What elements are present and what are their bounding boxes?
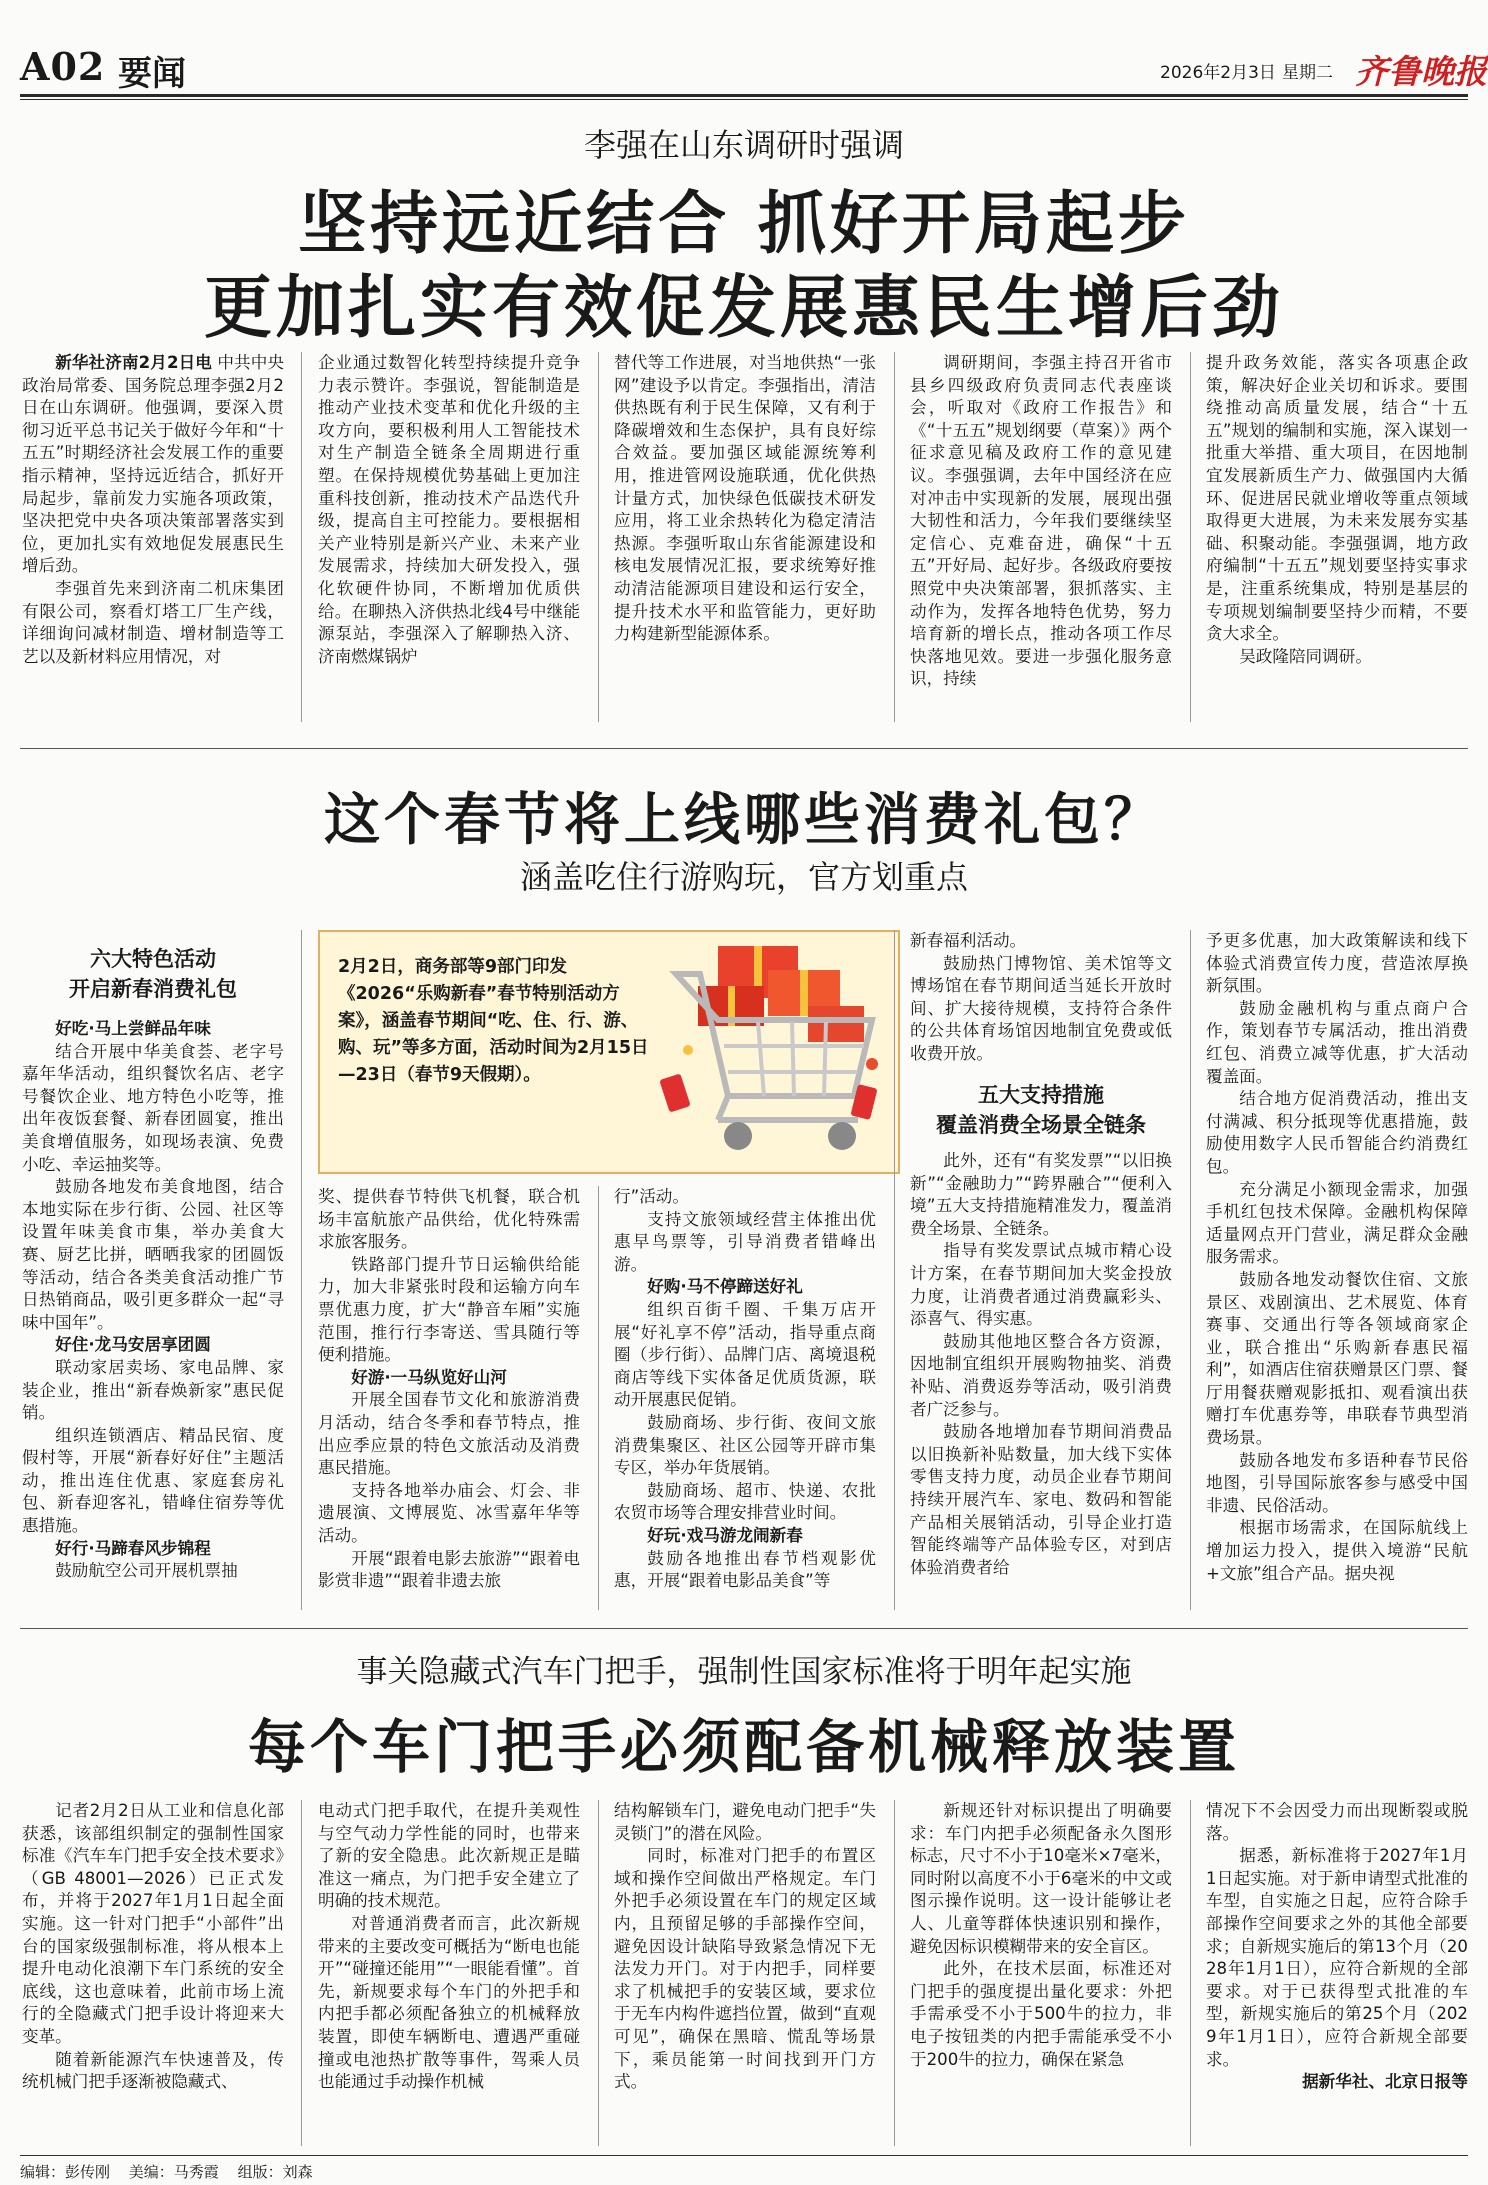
paragraph: 鼓励商场、步行街、夜间文旅消费集聚区、社区公园等开辟市集专区，举办年货展销。 [614, 1412, 876, 1478]
reporter-credit: 吴政隆陪同调研。 [1239, 646, 1372, 666]
paragraph: 结合开展中华美食荟、老字号嘉年华活动，组织餐饮名店、老字号餐饮企业、地方特色小吃等，推出年夜饭套餐、新春团圆宴，推出美食增值服务，如现场表演、免费小吃、幸运抽奖等。 [22, 1041, 284, 1174]
paragraph: 企业通过数智化转型持续提升竞争力表示赞许。李强说，智能制造是推动产业技术变革和优化升级的主攻方向，要积极利用人工智能技术对生产制造全链条全周期进行重塑。在保持规模优势基础上更加注重科技创新，推动技术产品迭代升级，提高自主可控能力。要根据相关产业特别是新兴产业、未来产业发展需求，持续加大研发投入，强化软硬件协同，不断增加优质供给。在聊热入济供热北线4号中继能源泵站，李强深入了解聊热入济、济南燃煤锅炉 [318, 353, 580, 666]
article2-column-3 [614, 1186, 876, 1593]
source-credit: 据新华社、北京日报等 [1302, 2072, 1468, 2092]
footer-divider [20, 2155, 1468, 2156]
column-divider [1190, 930, 1191, 1610]
article3-column-1 [22, 1800, 284, 2094]
issue-weekday: 星期二 [1282, 63, 1333, 83]
header-divider-thin [20, 99, 1468, 100]
paragraph: 随着新能源汽车快速普及，传统机械门把手逐渐被隐藏式、 [22, 2049, 284, 2092]
column-divider [894, 930, 895, 1610]
paragraph: 充分满足小额现金需求，加强手机红包技术保障。金融机构保障适量网点开门营业，满足群众金融服务需求。 [1206, 1179, 1468, 1267]
paragraph: 联动家居卖场、家电品牌、家装企业，推出“新春焕新家”惠民促销。 [22, 1357, 284, 1423]
paragraph: 情况下不会因受力而出现断裂或脱落。 [1206, 1801, 1468, 1843]
column-divider [1190, 1800, 1191, 2146]
paragraph: 行”活动。 [614, 1187, 689, 1206]
paragraph: 新规还针对标识提出了明确要求：车门内把手必须配备永久图形标志，尺寸不小于10毫米×7毫米，同时附以高度不小于6毫米的中文或图示操作说明。这一设计能够让老人、儿童等群体快速识别和操作，避免因标识模糊带来的安全盲区。 [910, 1801, 1172, 1956]
article2-column-5 [1206, 930, 1468, 1585]
info-box [318, 930, 900, 1174]
paragraph: 铁路部门提升节日运输供给能力，加大非紧张时段和运输方向车票优惠力度，扩大“静音车厢”实施范围，推行行李寄送、雪具随行等便利措施。 [318, 1254, 580, 1365]
paragraph: 同时，标准对门把手的布置区域和操作空间做出严格规定。车门外把手必须设置在车门的规定区域内，且预留足够的手部操作空间，避免因设计缺陷导致紧急情况下无法发力开门。对于内把手，同样要求了机械把手的安装区域，要求位于无车内构件遮挡位置，做到“直观可见”，确保在黑暗、慌乱等场景下，乘员能第一时间找到开门方式。 [614, 1846, 876, 2092]
page-number: A02 [20, 44, 106, 89]
article2-column-2 [318, 1186, 580, 1593]
section-title-activities [22, 944, 284, 1004]
article2-column-4b [910, 1150, 1172, 1579]
paragraph: 结构解锁车门，避免电动门把手“失灵锁门”的潜在风险。 [614, 1801, 876, 1843]
paragraph: 此外，在技术层面，标准还对门把手的强度提出量化要求：外把手需承受不小于500牛的拉力，非电子按钮类的内把手需能承受不小于200牛的拉力，确保在紧急 [910, 1959, 1172, 2069]
paragraph: 支持文旅领域经营主体推出优惠早鸟票等，引导消费者错峰出游。 [614, 1209, 876, 1274]
article1-headline-1: 坚持远近结合 抓好开局起步 [298, 184, 1190, 264]
shopping-cart-gift-icon [658, 936, 894, 1166]
subheading-play: 好玩·戏马游龙闹新春 [647, 1525, 803, 1545]
article3-headline: 每个车门把手必须配备机械释放装置 [247, 1713, 1240, 1781]
article2-subhead: 涵盖吃住行游购玩，官方划重点 [519, 858, 968, 896]
article3-column-5 [1206, 1800, 1468, 2094]
editor-credit: 编辑：彭传刚 [20, 2163, 111, 2181]
paragraph: 鼓励航空公司开展机票抽 [55, 1561, 238, 1581]
paragraph: 据悉，新标准将于2027年1月1日起实施。对于新申请型式批准的车型，自实施之日起，应符合除手部操作空间要求之外的其他全部要求；自新规实施后的第13个月（2028年1月1日），应符合新规的全部要求。对于已获得型式批准的车型，新规实施后的第25个月（2029年1月1日），应符合新规全部要求。 [1206, 1846, 1468, 2069]
dateline: 新华社济南2月2日电 [55, 353, 212, 372]
column-divider [598, 1800, 599, 2146]
section-title-line: 覆盖消费全场景全链条 [936, 1112, 1146, 1137]
column-divider [894, 1800, 895, 2146]
paragraph: 对普通消费者而言，此次新规带来的主要改变可概括为“断电也能开”“碰撞还能用”“一眼能看懂”。首先，新规要求每个车门的外把手和内把手都必须配备独立的机械释放装置，即使车辆断电、遭遇严重碰撞或电池热扩散等事件，驾乘人员也能通过手动操作机械 [318, 1913, 580, 2092]
subheading-stay: 好住·龙马安居享团圆 [55, 1335, 211, 1355]
layout-credit: 组版：刘森 [237, 2163, 313, 2181]
article1-column-3 [614, 352, 876, 646]
section-title-line: 六大特色活动 [90, 946, 216, 971]
paragraph: 提升政务效能，落实各项惠企政策，解决好企业关切和诉求。要围绕推动高质量发展，结合“十五五”规划的编制和实施，深入谋划一批重大举措、重大项目，在因地制宜发展新质生产力、做强国内大循环、促进居民就业增收等重点领域取得更大进展，为未来发展夯实基础、积聚动能。李强强调，地方政府编制“十五五”规划要坚持实事求是，注重系统集成，特别是基层的专项规划编制要坚持少而精，不要贪大求全。 [1206, 353, 1468, 644]
paragraph: 鼓励其他地区整合各方资源，因地制宜组织开展购物抽奖、消费补贴、消费返券等活动，吸引消费者广泛参与。 [910, 1331, 1172, 1419]
paragraph: 组织连锁酒店、精品民宿、度假村等，开展“新春好好住”主题活动，推出连住优惠、家庭套房礼包、新春迎客礼，错峰住宿券等优惠措施。 [22, 1425, 284, 1536]
subheading-travel: 好行·马蹄春风步锦程 [55, 1538, 211, 1558]
article2-headline: 这个春节将上线哪些消费礼包？ [324, 787, 1164, 853]
column-divider [301, 1800, 302, 2146]
article3-column-2 [318, 1800, 580, 2094]
article3-kicker: 事关隐藏式汽车门把手，强制性国家标准将于明年起实施 [356, 1654, 1132, 1690]
section-title-measures [910, 1080, 1172, 1140]
column-divider [598, 1186, 599, 1610]
info-box-text: 2月2日，商务部等9部门印发《2026“乐购新春”春节特别活动方案》，涵盖春节期间“吃、住、行、游、购、玩”等多方面，活动时间为2月15日—23日（春节9天假期）。 [338, 957, 649, 1085]
paragraph: 予更多优惠，加大政策解读和线下体验式消费宣传力度，营造浓厚换新氛围。 [1206, 931, 1468, 996]
paragraph: 中共中央政治局常委、国务院总理李强2月2日在山东调研。他强调，要深入贯彻习近平总书记关于做好今年和“十五五”时期经济社会发展工作的重要指示精神，坚持远近结合，抓好开局起步，靠前发力实施各项政策，坚决把党中央各项决策部署落实到位，更加扎实有效地促发展惠民生增后劲。 [22, 353, 284, 576]
column-divider [1190, 352, 1191, 722]
paragraph: 记者2月2日从工业和信息化部获悉，该部组织制定的强制性国家标准《汽车车门把手安全技术要求》（GB 48001—2026）已正式发布，并将于2027年1月1日起全面实施。这一针对门把手“小部件”出台的国家级强制标准，将从根本上提升电动化浪潮下车门系统的安全底线，这也意味着，此前市场上流行的全隐藏式门把手设计将迎来大变革。 [22, 1801, 284, 2046]
article3-column-4 [910, 1800, 1172, 2071]
paragraph: 组织百街千圈、千集万店开展“好礼享不停”活动，指导重点商圈（步行街）、品牌门店、离境退税商店等线下实体备足优质货源，联动开展惠民促销。 [614, 1299, 876, 1410]
paragraph: 根据市场需求，在国际航线上增加运力投入，提供入境游“民航+文旅”组合产品。据央视 [1206, 1518, 1468, 1583]
column-divider [894, 352, 895, 722]
paragraph: 开展“跟着电影去旅游”“跟着电影赏非遗”“跟着非遗去旅 [318, 1548, 580, 1591]
paragraph: 替代等工作进展，对当地供热“一张网”建设予以肯定。李强指出，清洁供热既有利于民生保障，又有利于降碳增效和生态保护，具有良好综合效益。要加强区域能源统筹利用，推进管网设施联通，优化供热计量方式，加快绿色低碳技术研发应用，将工业余热转化为稳定清洁热源。李强听取山东省能源建设和核电发展情况汇报，要求统筹好推动清洁能源项目建设和运行安全，提升技术水平和监管能力，更好助力构建新型能源体系。 [614, 353, 876, 644]
section-title-line: 开启新春消费礼包 [69, 976, 237, 1001]
paragraph: 鼓励各地发布多语种春节民俗地图，引导国际旅客参与感受中国非遗、民俗活动。 [1206, 1450, 1468, 1515]
paragraph: 调研期间，李强主持召开省市县乡四级政府负责同志代表座谈会，听取对《政府工作报告》和《“十五五”规划纲要（草案）》两个征求意见稿及政府工作的意见建议。李强强调，去年中国经济在应对冲击中实现新的发展，展现出强大韧性和活力，今年我们要继续坚定信心、克难奋进，确保“十五五”开好局、起好步。各级政府要按照党中央决策部署，狠抓落实、主动作为，发挥各地特色优势，努力培育新的增长点，推动各项工作尽快落地见效。要进一步强化服务意识，持续 [910, 353, 1172, 689]
article1-kicker: 李强在山东调研时强调 [583, 126, 904, 164]
designer-credit: 美编：马秀霞 [128, 2163, 219, 2181]
paragraph: 此外，还有“有奖发票”“以旧换新”“金融助力”“跨界融合”“便利入境”五大支持措施精准发力，覆盖消费全场景、全链条。 [910, 1151, 1172, 1238]
article-divider [20, 748, 1468, 749]
section-title-line: 五大支持措施 [978, 1082, 1104, 1107]
subheading-food: 好吃·马上尝鲜品年味 [55, 1019, 211, 1038]
paragraph: 开展全国春节文化和旅游消费月活动，结合冬季和春节特点，推出应季应景的特色文旅活动及消费惠民措施。 [318, 1390, 580, 1478]
article1-column-1 [22, 352, 284, 668]
article1-headline-2: 更加扎实有效促发展惠民生增后劲 [203, 268, 1284, 348]
article3-column-3 [614, 1800, 876, 2094]
paragraph: 鼓励各地发布美食地图，结合本地实际在步行街、公园、社区等设置年味美食市集，举办美食大赛、厨艺比拼，晒晒我家的团圆饭等活动，结合各类美食活动推广节日热销商品，吸引更多群众一起“寻味中国年”。 [22, 1177, 284, 1332]
footer-credits [20, 2161, 327, 2182]
column-divider [301, 930, 302, 1610]
article1-column-5 [1206, 352, 1468, 668]
article1-column-2 [318, 352, 580, 668]
paragraph: 鼓励金融机构与重点商户合作，策划春节专属活动，推出消费红包、消费立减等优惠，扩大活动覆盖面。 [1206, 998, 1468, 1086]
paragraph: 鼓励各地发动餐饮住宿、文旅景区、戏剧演出、艺术展览、体育赛事、交通出行等各领域商家企业，联合推出“乐购新春惠民福利”，如酒店住宿获赠景区门票、餐厅用餐获赠观影抵扣、观看演出获赠打车优惠券等，串联春节典型消费场景。 [1206, 1269, 1468, 1448]
paragraph: 鼓励商场、超市、快递、农批农贸市场等合理安排营业时间。 [614, 1480, 876, 1523]
article2-column-4 [910, 930, 1172, 1066]
paragraph: 李强首先来到济南二机床集团有限公司，察看灯塔工厂生产线，详细询问减材制造、增材制造等工艺以及新材料应用情况，对 [22, 578, 284, 666]
paragraph: 指导有奖发票试点城市精心设计方案，在春节期间加大奖金投放力度，让消费者通过消费赢彩头、添喜气、得实惠。 [910, 1241, 1172, 1329]
header-divider [20, 94, 1468, 97]
column-divider [301, 352, 302, 722]
section-name: 要闻 [118, 54, 186, 94]
issue-date: 2026年2月3日 [1160, 63, 1276, 83]
paragraph: 奖、提供春节特供飞机餐，联合机场丰富航旅产品供给，优化特殊需求旅客服务。 [318, 1187, 580, 1252]
paragraph: 鼓励各地推出春节档观影优惠，开展“跟着电影品美食”等 [614, 1548, 876, 1591]
subheading-tour: 好游·一马纵览好山河 [351, 1367, 507, 1387]
paragraph: 电动式门把手取代，在提升美观性与空气动力学性能的同时，也带来了新的安全隐患。此次新规正是瞄准这一痛点，为门把手安全建立了明确的技术规范。 [318, 1801, 580, 1911]
paragraph: 支持各地举办庙会、灯会、非遗展演、文博展览、冰雪嘉年华等活动。 [318, 1480, 580, 1545]
column-divider [598, 352, 599, 722]
paragraph: 鼓励热门博物馆、美术馆等文博场馆在春节期间适当延长开放时间、扩大接待规模，支持符合条件的公共体育场馆因地制宜免费或低收费开放。 [910, 953, 1172, 1063]
article2-column-1 [22, 1018, 284, 1583]
subheading-shop: 好购·马不停蹄送好礼 [647, 1277, 803, 1297]
newspaper-logo: 齐鲁晚报 [1355, 52, 1487, 91]
article-divider [20, 1628, 1468, 1629]
paragraph: 结合地方促消费活动，推出支付满减、积分抵现等优惠措施，鼓励使用数字人民币智能合约消费红包。 [1206, 1089, 1468, 1176]
paragraph: 新春福利活动。 [910, 931, 1027, 950]
paragraph: 鼓励各地增加春节期间消费品以旧换新补贴数量，加大线下实体零售支持力度，动员企业春节期间持续开展汽车、家电、数码和智能产品相关展销活动，引导企业打造智能终端等产品体验专区，对到店体验消费者给 [910, 1422, 1172, 1577]
article1-column-4 [910, 352, 1172, 691]
